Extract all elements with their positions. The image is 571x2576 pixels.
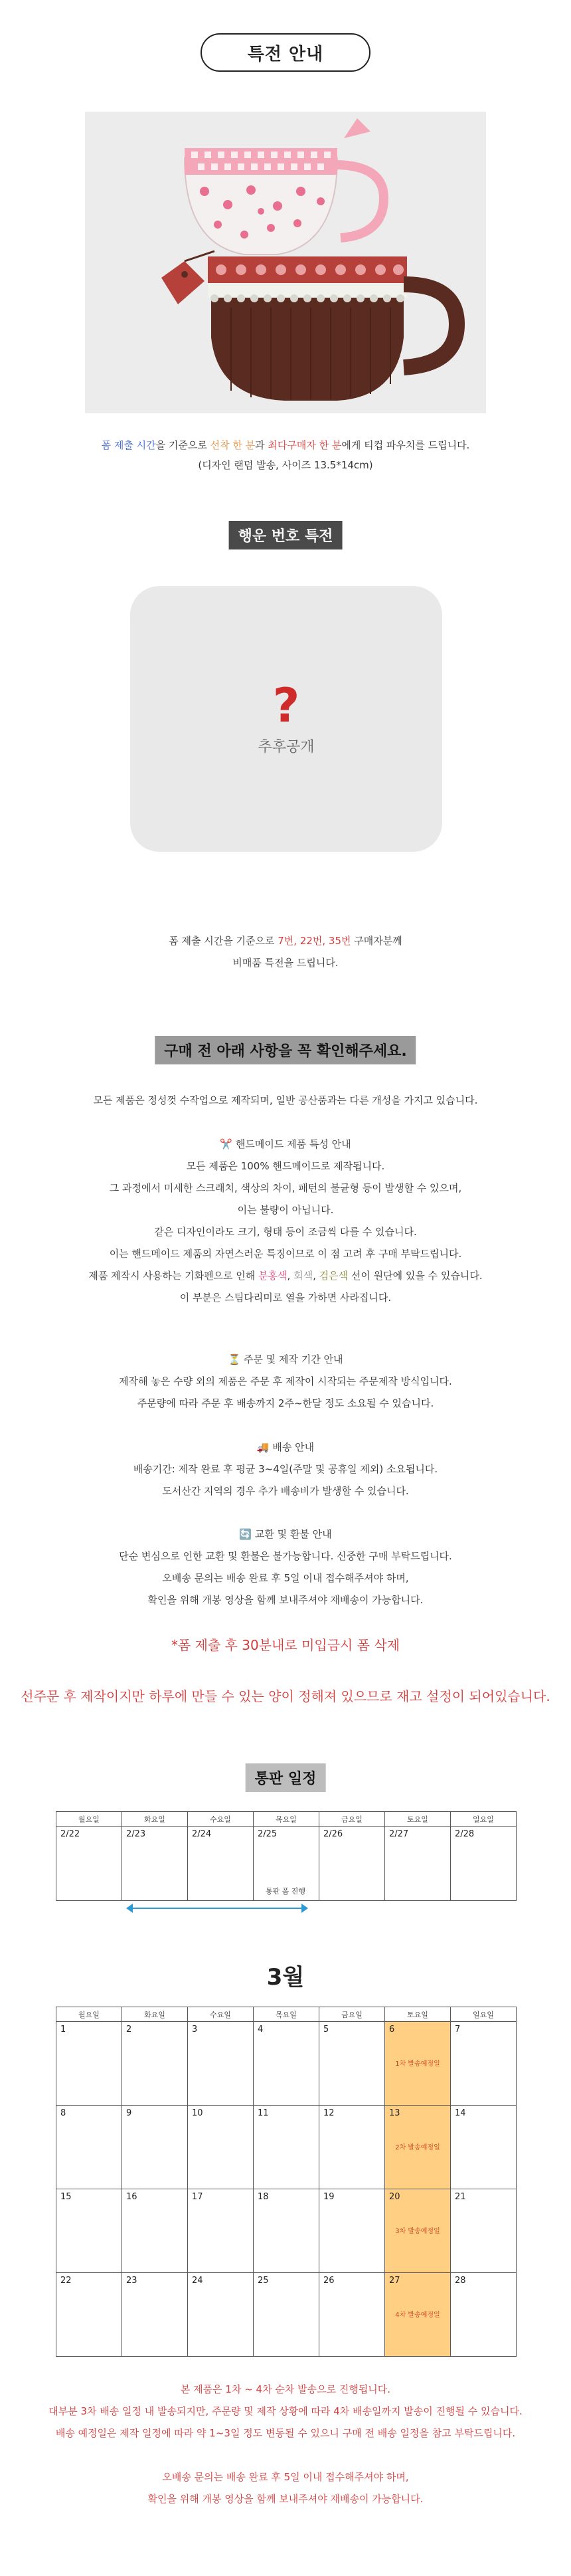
calendar-day: 26 (319, 2273, 385, 2357)
footer-return-info (0, 2466, 571, 2510)
calendar-day: 16 (122, 2189, 188, 2273)
product-photo (85, 112, 486, 413)
calendar-day-shipping (385, 2022, 451, 2106)
pen-line (0, 1265, 571, 1287)
march-week-2 (56, 2106, 517, 2189)
calendar-day: 10 (188, 2106, 254, 2189)
pen-line-2: 이 부분은 스팀다리미로 열을 가하면 사라집니다. (179, 1292, 392, 1304)
calendar-day: 9 (122, 2106, 188, 2189)
shipping-heading: 🚚 배송 안내 (256, 1441, 315, 1453)
pen-text-part: 제품 제작시 사용하는 기화펜으로 인해 (88, 1270, 259, 1282)
calendar-day: 12 (319, 2106, 385, 2189)
shipping-note-1: 1차 발송예정일 (395, 2060, 440, 2068)
shipping-note-4: 4차 발송예정일 (395, 2312, 440, 2319)
lucky-line-2: 비매품 특전을 드립니다. (232, 957, 339, 969)
shipping-line: 배송기간: 제작 완료 후 평균 3~4일(주말 및 공휴일 제외) 소요됩니다. (133, 1463, 438, 1475)
footer-line-1: 본 제품은 1차 ~ 4차 순차 발송으로 진행됩니다. (180, 2383, 391, 2395)
shipping-note-3: 3차 발송예정일 (395, 2228, 440, 2235)
stock-warning: 선주문 후 제작이지만 하루에 만들 수 있는 양이 정해져 있으므로 재고 설정이 되어있습니다. (21, 1688, 550, 1704)
calendar-day: 1 (56, 2022, 122, 2106)
calendar-day-number: 6 (389, 2025, 395, 2034)
handmade-line: 모든 제품은 100% 핸드메이드로 제작됩니다. (186, 1160, 385, 1172)
refund-notice (0, 1524, 571, 1611)
footer-shipping-info (0, 2379, 571, 2444)
order-line: 제작해 놓은 수량 외의 제품은 주문 후 제작이 시작되는 주문제작 방식입니다. (119, 1375, 452, 1387)
handmade-line: 같은 디자인이라도 크기, 형태 등이 조금씩 다를 수 있습니다. (154, 1226, 417, 1238)
calendar-day: 2/28 (451, 1827, 517, 1901)
calendar-day: 2/23 (122, 1827, 188, 1901)
intro-text (0, 435, 571, 475)
weekday-sat: 토요일 (385, 1812, 451, 1827)
refund-heading: 🔄 교환 및 환불 안내 (239, 1528, 332, 1540)
notice-lead: 모든 제품은 정성껏 수작업으로 제작되며, 일반 공산품과는 다른 개성을 가지고 있습니다. (93, 1094, 478, 1106)
weekday-mon: 월요일 (56, 2007, 122, 2022)
march-week-1 (56, 2022, 517, 2106)
calendar-day-number: 20 (389, 2192, 400, 2202)
pen-pink: 분홍색 (258, 1270, 287, 1282)
weekday-tue: 화요일 (122, 1812, 188, 1827)
march-calendar (56, 2007, 517, 2357)
weekday-thu: 목요일 (254, 1812, 319, 1827)
form-period-arrow (126, 1902, 308, 1915)
weekday-thu: 목요일 (254, 2007, 319, 2022)
calendar-day: 2/22 (56, 1827, 122, 1901)
calendar-day: 18 (254, 2189, 319, 2273)
lucky-numbers: 7번, 22번, 35번 (278, 935, 351, 947)
calendar-day: 24 (188, 2273, 254, 2357)
month-title: 3월 (266, 1964, 305, 1991)
intro-text-part: 을 기준으로 (155, 439, 210, 451)
question-mark-icon: ? (272, 678, 300, 733)
pen-black: 검은색 (319, 1270, 349, 1282)
march-week-3 (56, 2189, 517, 2273)
refund-line: 단순 변심으로 인한 교환 및 환불은 불가능합니다. 신중한 구매 부탁드립니다. (119, 1550, 452, 1562)
calendar-day: 2/25 (254, 1827, 319, 1901)
schedule-section-tag: 통판 일정 (246, 1763, 326, 1792)
order-heading: ⏳ 주문 및 제작 기간 안내 (228, 1353, 343, 1365)
footer-line-2: 대부분 3차 배송 일정 내 발송되지만, 주문량 및 제작 상황에 따라 4차 배송일까지 발송이 진행될 수 있습니다. (48, 2405, 523, 2417)
weekday-header-row (56, 1812, 517, 1827)
calendar-day: 4 (254, 2022, 319, 2106)
calendar-day: 7 (451, 2022, 517, 2106)
handmade-line: 이는 핸드메이드 제품의 자연스러운 특징이므로 이 점 고려 후 구매 부탁드립니다. (109, 1248, 462, 1260)
weekday-sun: 일요일 (451, 1812, 517, 1827)
march-week-4 (56, 2273, 517, 2357)
calendar-day: 23 (122, 2273, 188, 2357)
intro-top-buyer: 최다구매자 한 분 (268, 439, 342, 451)
footer-line-4: 오배송 문의는 배송 완료 후 5일 이내 접수해주셔야 하며, (162, 2471, 409, 2483)
calendar-day-shipping (385, 2189, 451, 2273)
lucky-line-1 (0, 930, 571, 952)
order-line: 주문량에 따라 주문 후 배송까지 2주~한달 정도 소요될 수 있습니다. (137, 1397, 434, 1409)
pen-gray: 회색 (293, 1270, 313, 1282)
teacup-pouch-illustration (85, 112, 486, 413)
calendar-day: 3 (188, 2022, 254, 2106)
form-period-label: 통판 폼 진행 (263, 1886, 308, 1896)
weekday-mon: 월요일 (56, 1812, 122, 1827)
handmade-heading: ✂️ 핸드메이드 제품 특성 안내 (220, 1138, 351, 1150)
calendar-day-number: 13 (389, 2108, 400, 2118)
calendar-day-shipping (385, 2273, 451, 2357)
footer-line-3: 배송 예정일은 제작 일정에 따라 약 1~3일 정도 변동될 수 있으니 구매 전 배송 일정을 참고 부탁드립니다. (55, 2427, 516, 2439)
handmade-notice (0, 1134, 571, 1309)
handmade-line: 그 과정에서 미세한 스크래치, 색상의 차이, 패턴의 불균형 등이 발생할 수 있으며, (109, 1182, 462, 1194)
handmade-line: 이는 불량이 아닙니다. (237, 1204, 334, 1216)
calendar-day: 8 (56, 2106, 122, 2189)
calendar-day: 22 (56, 2273, 122, 2357)
lucky-text (0, 930, 571, 974)
calendar-day: 14 (451, 2106, 517, 2189)
lucky-secret-card (130, 586, 442, 852)
calendar-day: 25 (254, 2273, 319, 2357)
intro-line-1 (0, 435, 571, 455)
weekday-wed: 수요일 (188, 1812, 254, 1827)
weekday-tue: 화요일 (122, 2007, 188, 2022)
calendar-day: 15 (56, 2189, 122, 2273)
intro-form-time: 폼 제출 시간 (101, 439, 156, 451)
calendar-day: 2/24 (188, 1827, 254, 1901)
order-notice (0, 1349, 571, 1415)
weekday-wed: 수요일 (188, 2007, 254, 2022)
arrow-right-icon (301, 1904, 308, 1913)
lucky-text-part: 구매자분께 (351, 935, 402, 947)
calendar-day: 2 (122, 2022, 188, 2106)
intro-text-part: 과 (255, 439, 268, 451)
lucky-section-tag: 행운 번호 특전 (229, 521, 343, 549)
intro-text-part: 에게 티컵 파우치를 드립니다. (341, 439, 470, 451)
weekday-header-row (56, 2007, 517, 2022)
refund-line: 확인을 위해 개봉 영상을 함께 보내주셔야 재배송이 가능합니다. (147, 1594, 424, 1606)
shipping-notice (0, 1437, 571, 1502)
footer-line-5: 확인을 위해 개봉 영상을 함께 보내주셔야 재배송이 가능합니다. (147, 2493, 424, 2505)
calendar-day-number: 27 (389, 2276, 400, 2286)
calendar-day: 21 (451, 2189, 517, 2273)
intro-first-buyer: 선착 한 분 (210, 439, 256, 451)
calendar-day: 2/26 (319, 1827, 385, 1901)
calendar-day: 2/27 (385, 1827, 451, 1901)
calendar-day: 17 (188, 2189, 254, 2273)
refund-line: 오배송 문의는 배송 완료 후 5일 이내 접수해주셔야 하며, (162, 1572, 409, 1584)
calendar-day-shipping (385, 2106, 451, 2189)
lucky-secret-label: 추후공개 (258, 738, 315, 755)
calendar-day: 19 (319, 2189, 385, 2273)
form-delete-warning: *폼 제출 후 30분내로 미입금시 폼 삭제 (171, 1637, 400, 1653)
calendar-day: 28 (451, 2273, 517, 2357)
intro-line-2: (디자인 랜덤 발송, 사이즈 13.5*14cm) (198, 459, 373, 471)
calendar-day: 5 (319, 2022, 385, 2106)
weekday-fri: 금요일 (319, 2007, 385, 2022)
arrow-line (131, 1908, 303, 1909)
shipping-note-2: 2차 발송예정일 (395, 2144, 440, 2151)
weekday-fri: 금요일 (319, 1812, 385, 1827)
calendar-day: 11 (254, 2106, 319, 2189)
notice-section-tag: 구매 전 아래 사항을 꼭 확인해주세요. (155, 1036, 416, 1064)
weekday-sun: 일요일 (451, 2007, 517, 2022)
pen-text-part: , (313, 1270, 319, 1282)
shipping-line: 도서산간 지역의 경우 추가 배송비가 발생할 수 있습니다. (162, 1485, 409, 1497)
pen-text-part: 선이 원단에 있을 수 있습니다. (348, 1270, 483, 1282)
pen-text-part: , (287, 1270, 294, 1282)
page-title: 특전 안내 (201, 33, 370, 72)
lucky-text-part: 폼 제출 시간을 기준으로 (169, 935, 278, 947)
weekday-sat: 토요일 (385, 2007, 451, 2022)
